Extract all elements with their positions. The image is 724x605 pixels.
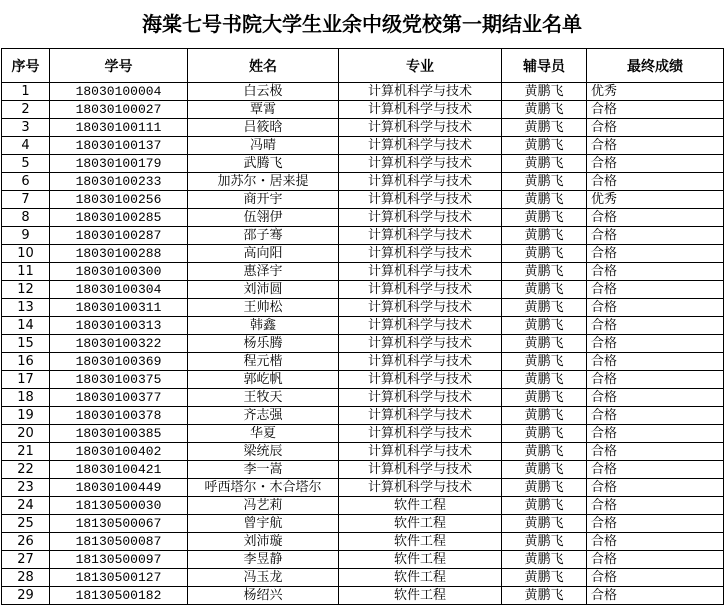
cell-counselor: 黄鹏飞	[502, 155, 587, 173]
cell-major: 计算机科学与技术	[339, 425, 502, 443]
table-row	[2, 497, 724, 515]
cell-final-grade: 合格	[587, 569, 724, 587]
cell-student-id: 18030100288	[50, 245, 188, 263]
cell-student-id: 18030100287	[50, 227, 188, 245]
cell-student-id: 18030100111	[50, 119, 188, 137]
cell-name: 郭屹帆	[188, 371, 339, 389]
cell-counselor: 黄鹏飞	[502, 227, 587, 245]
cell-final-grade: 合格	[587, 515, 724, 533]
cell-serial: 8	[2, 209, 50, 227]
cell-name: 伍翎伊	[188, 209, 339, 227]
cell-student-id: 18030100027	[50, 101, 188, 119]
table-row	[2, 569, 724, 587]
cell-major: 计算机科学与技术	[339, 83, 502, 101]
table-row	[2, 101, 724, 119]
cell-counselor: 黄鹏飞	[502, 389, 587, 407]
cell-major: 计算机科学与技术	[339, 461, 502, 479]
cell-name: 李昱静	[188, 551, 339, 569]
cell-student-id: 18030100402	[50, 443, 188, 461]
table-row	[2, 353, 724, 371]
cell-student-id: 18030100377	[50, 389, 188, 407]
cell-major: 计算机科学与技术	[339, 353, 502, 371]
cell-major: 计算机科学与技术	[339, 101, 502, 119]
cell-major: 计算机科学与技术	[339, 479, 502, 497]
cell-name: 冯玉龙	[188, 569, 339, 587]
cell-major: 计算机科学与技术	[339, 263, 502, 281]
cell-name: 武腾飞	[188, 155, 339, 173]
cell-counselor: 黄鹏飞	[502, 515, 587, 533]
cell-name: 刘沛璇	[188, 533, 339, 551]
cell-final-grade: 优秀	[587, 83, 724, 101]
cell-final-grade: 优秀	[587, 191, 724, 209]
cell-name: 华夏	[188, 425, 339, 443]
cell-serial: 14	[2, 317, 50, 335]
cell-serial: 24	[2, 497, 50, 515]
cell-counselor: 黄鹏飞	[502, 551, 587, 569]
cell-serial: 23	[2, 479, 50, 497]
cell-major: 计算机科学与技术	[339, 245, 502, 263]
cell-student-id: 18030100313	[50, 317, 188, 335]
cell-student-id: 18030100322	[50, 335, 188, 353]
cell-final-grade: 合格	[587, 587, 724, 605]
cell-name: 韩鑫	[188, 317, 339, 335]
cell-name: 李一嵩	[188, 461, 339, 479]
cell-serial: 10	[2, 245, 50, 263]
cell-counselor: 黄鹏飞	[502, 371, 587, 389]
cell-final-grade: 合格	[587, 263, 724, 281]
cell-final-grade: 合格	[587, 479, 724, 497]
cell-major: 计算机科学与技术	[339, 407, 502, 425]
table-row	[2, 407, 724, 425]
cell-final-grade: 合格	[587, 317, 724, 335]
cell-student-id: 18030100385	[50, 425, 188, 443]
cell-name: 王帅松	[188, 299, 339, 317]
cell-major: 软件工程	[339, 587, 502, 605]
cell-counselor: 黄鹏飞	[502, 317, 587, 335]
cell-serial: 21	[2, 443, 50, 461]
cell-student-id: 18030100256	[50, 191, 188, 209]
cell-final-grade: 合格	[587, 407, 724, 425]
cell-name: 白云极	[188, 83, 339, 101]
cell-major: 计算机科学与技术	[339, 281, 502, 299]
cell-student-id: 18030100449	[50, 479, 188, 497]
cell-final-grade: 合格	[587, 335, 724, 353]
cell-serial: 16	[2, 353, 50, 371]
cell-student-id: 18030100369	[50, 353, 188, 371]
cell-student-id: 18030100004	[50, 83, 188, 101]
cell-name: 加苏尔・居来提	[188, 173, 339, 191]
cell-serial: 15	[2, 335, 50, 353]
cell-counselor: 黄鹏飞	[502, 191, 587, 209]
cell-name: 曾宇航	[188, 515, 339, 533]
cell-counselor: 黄鹏飞	[502, 83, 587, 101]
header-row	[2, 49, 724, 83]
cell-counselor: 黄鹏飞	[502, 407, 587, 425]
cell-student-id: 18030100304	[50, 281, 188, 299]
table-row	[2, 155, 724, 173]
cell-counselor: 黄鹏飞	[502, 461, 587, 479]
cell-final-grade: 合格	[587, 533, 724, 551]
header-major: 专业	[339, 49, 502, 83]
table-row	[2, 173, 724, 191]
cell-counselor: 黄鹏飞	[502, 425, 587, 443]
cell-major: 计算机科学与技术	[339, 317, 502, 335]
cell-final-grade: 合格	[587, 245, 724, 263]
cell-major: 计算机科学与技术	[339, 173, 502, 191]
header-serial: 序号	[2, 49, 50, 83]
table-row	[2, 191, 724, 209]
table-row	[2, 515, 724, 533]
cell-student-id: 18030100421	[50, 461, 188, 479]
cell-name: 呼西塔尔・木合塔尔	[188, 479, 339, 497]
cell-student-id: 18030100179	[50, 155, 188, 173]
cell-major: 软件工程	[339, 497, 502, 515]
cell-serial: 22	[2, 461, 50, 479]
cell-final-grade: 合格	[587, 281, 724, 299]
cell-counselor: 黄鹏飞	[502, 173, 587, 191]
table-row	[2, 533, 724, 551]
cell-serial: 17	[2, 371, 50, 389]
table-row	[2, 281, 724, 299]
cell-counselor: 黄鹏飞	[502, 209, 587, 227]
table-row	[2, 425, 724, 443]
cell-name: 齐志强	[188, 407, 339, 425]
cell-serial: 26	[2, 533, 50, 551]
cell-major: 软件工程	[339, 515, 502, 533]
cell-name: 程元楷	[188, 353, 339, 371]
cell-major: 计算机科学与技术	[339, 371, 502, 389]
table-row	[2, 479, 724, 497]
cell-final-grade: 合格	[587, 353, 724, 371]
cell-serial: 12	[2, 281, 50, 299]
cell-student-id: 18030100233	[50, 173, 188, 191]
cell-student-id: 18130500127	[50, 569, 188, 587]
cell-major: 计算机科学与技术	[339, 227, 502, 245]
cell-major: 计算机科学与技术	[339, 389, 502, 407]
cell-counselor: 黄鹏飞	[502, 299, 587, 317]
cell-final-grade: 合格	[587, 551, 724, 569]
table-row	[2, 245, 724, 263]
cell-serial: 7	[2, 191, 50, 209]
cell-serial: 4	[2, 137, 50, 155]
table-row	[2, 461, 724, 479]
cell-name: 惠泽宇	[188, 263, 339, 281]
cell-serial: 25	[2, 515, 50, 533]
cell-serial: 27	[2, 551, 50, 569]
cell-name: 梁统辰	[188, 443, 339, 461]
cell-name: 覃霄	[188, 101, 339, 119]
table-row	[2, 335, 724, 353]
cell-major: 计算机科学与技术	[339, 299, 502, 317]
cell-name: 杨乐腾	[188, 335, 339, 353]
cell-serial: 2	[2, 101, 50, 119]
cell-counselor: 黄鹏飞	[502, 479, 587, 497]
cell-major: 计算机科学与技术	[339, 191, 502, 209]
table-row	[2, 227, 724, 245]
cell-student-id: 18030100300	[50, 263, 188, 281]
cell-counselor: 黄鹏飞	[502, 119, 587, 137]
cell-name: 邵子骞	[188, 227, 339, 245]
cell-major: 计算机科学与技术	[339, 443, 502, 461]
cell-counselor: 黄鹏飞	[502, 263, 587, 281]
cell-counselor: 黄鹏飞	[502, 245, 587, 263]
cell-final-grade: 合格	[587, 101, 724, 119]
cell-major: 计算机科学与技术	[339, 119, 502, 137]
cell-name: 吕筱晗	[188, 119, 339, 137]
cell-final-grade: 合格	[587, 299, 724, 317]
cell-name: 杨绍兴	[188, 587, 339, 605]
roster-table	[1, 48, 724, 605]
cell-counselor: 黄鹏飞	[502, 353, 587, 371]
cell-counselor: 黄鹏飞	[502, 569, 587, 587]
cell-final-grade: 合格	[587, 443, 724, 461]
cell-student-id: 18130500067	[50, 515, 188, 533]
cell-final-grade: 合格	[587, 389, 724, 407]
cell-major: 软件工程	[339, 569, 502, 587]
cell-major: 计算机科学与技术	[339, 137, 502, 155]
cell-counselor: 黄鹏飞	[502, 137, 587, 155]
cell-serial: 9	[2, 227, 50, 245]
cell-counselor: 黄鹏飞	[502, 497, 587, 515]
cell-serial: 1	[2, 83, 50, 101]
cell-major: 计算机科学与技术	[339, 335, 502, 353]
cell-major: 软件工程	[339, 551, 502, 569]
cell-student-id: 18030100137	[50, 137, 188, 155]
cell-serial: 28	[2, 569, 50, 587]
cell-name: 王牧天	[188, 389, 339, 407]
cell-counselor: 黄鹏飞	[502, 281, 587, 299]
header-name: 姓名	[188, 49, 339, 83]
table-row	[2, 389, 724, 407]
table-row	[2, 371, 724, 389]
cell-student-id: 18130500097	[50, 551, 188, 569]
cell-final-grade: 合格	[587, 155, 724, 173]
cell-counselor: 黄鹏飞	[502, 443, 587, 461]
cell-counselor: 黄鹏飞	[502, 587, 587, 605]
cell-final-grade: 合格	[587, 497, 724, 515]
cell-final-grade: 合格	[587, 209, 724, 227]
cell-final-grade: 合格	[587, 227, 724, 245]
cell-counselor: 黄鹏飞	[502, 335, 587, 353]
header-final-grade: 最终成绩	[587, 49, 724, 83]
cell-serial: 13	[2, 299, 50, 317]
cell-serial: 29	[2, 587, 50, 605]
table-row	[2, 317, 724, 335]
cell-student-id: 18030100285	[50, 209, 188, 227]
cell-final-grade: 合格	[587, 425, 724, 443]
cell-student-id: 18030100311	[50, 299, 188, 317]
document-title: 海棠七号书院大学生业余中级党校第一期结业名单	[142, 12, 582, 36]
table-row	[2, 209, 724, 227]
table-row	[2, 263, 724, 281]
cell-counselor: 黄鹏飞	[502, 533, 587, 551]
cell-final-grade: 合格	[587, 461, 724, 479]
cell-serial: 11	[2, 263, 50, 281]
cell-final-grade: 合格	[587, 371, 724, 389]
cell-student-id: 18130500182	[50, 587, 188, 605]
table-row	[2, 119, 724, 137]
table-row	[2, 587, 724, 605]
cell-serial: 3	[2, 119, 50, 137]
cell-final-grade: 合格	[587, 173, 724, 191]
cell-major: 软件工程	[339, 533, 502, 551]
cell-student-id: 18030100378	[50, 407, 188, 425]
cell-major: 计算机科学与技术	[339, 209, 502, 227]
cell-serial: 5	[2, 155, 50, 173]
roster-body	[2, 83, 724, 605]
cell-serial: 19	[2, 407, 50, 425]
table-row	[2, 299, 724, 317]
cell-name: 高向阳	[188, 245, 339, 263]
table-row	[2, 83, 724, 101]
cell-name: 刘沛圆	[188, 281, 339, 299]
cell-serial: 6	[2, 173, 50, 191]
cell-major: 计算机科学与技术	[339, 155, 502, 173]
cell-name: 冯晴	[188, 137, 339, 155]
cell-counselor: 黄鹏飞	[502, 101, 587, 119]
table-row	[2, 137, 724, 155]
cell-serial: 18	[2, 389, 50, 407]
cell-student-id: 18030100375	[50, 371, 188, 389]
cell-serial: 20	[2, 425, 50, 443]
header-student-id: 学号	[50, 49, 188, 83]
header-counselor: 辅导员	[502, 49, 587, 83]
cell-name: 冯艺莉	[188, 497, 339, 515]
cell-student-id: 18130500030	[50, 497, 188, 515]
cell-student-id: 18130500087	[50, 533, 188, 551]
cell-final-grade: 合格	[587, 119, 724, 137]
cell-final-grade: 合格	[587, 137, 724, 155]
table-row	[2, 551, 724, 569]
table-row	[2, 443, 724, 461]
cell-name: 商开宇	[188, 191, 339, 209]
